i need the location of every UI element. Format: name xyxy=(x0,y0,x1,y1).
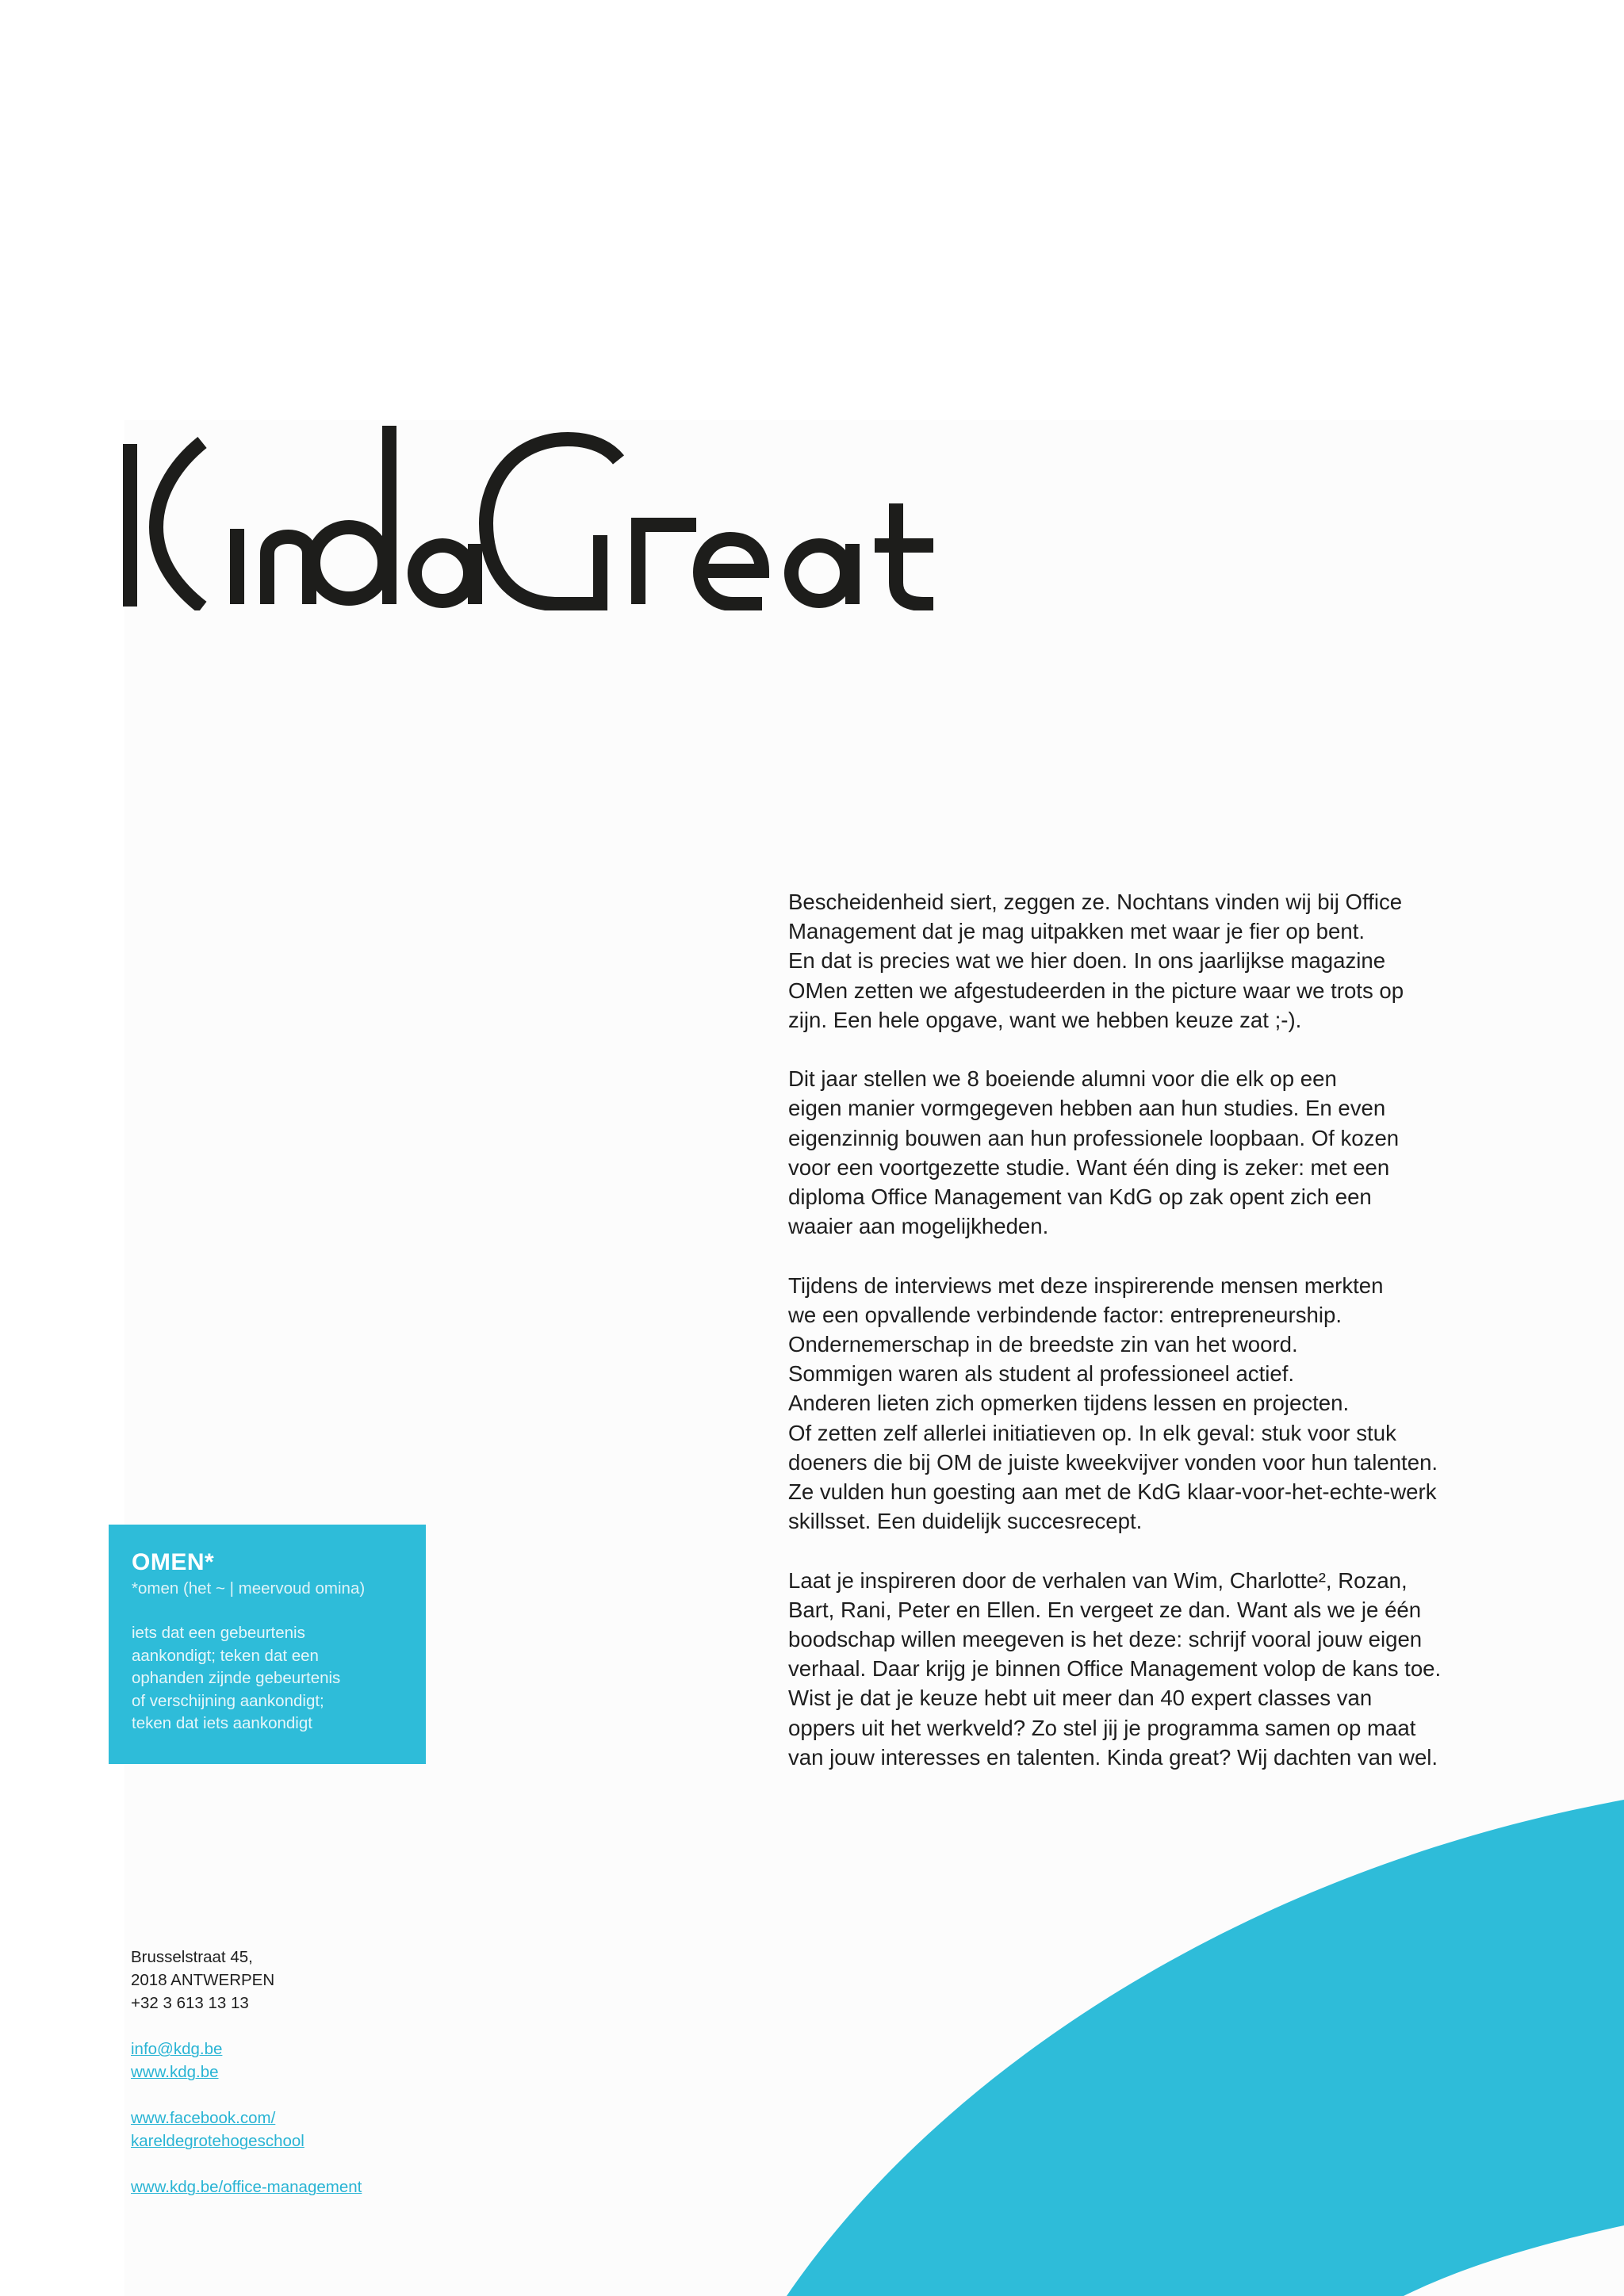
text-line: we een opvallende verbindende factor: entrepreneurship. xyxy=(788,1302,1342,1327)
address-block xyxy=(131,1946,464,2015)
text-line: Ondernemerschap in de breedste zin van het woord. xyxy=(788,1332,1298,1357)
text-line: Ze vulden hun goesting aan met de KdG klaar-voor-het-echte-werk xyxy=(788,1479,1437,1505)
intro-paragraph xyxy=(788,1271,1534,1536)
text-line: En dat is precies wat we hier doen. In ons jaarlijkse magazine xyxy=(788,948,1386,974)
logo-wordmark xyxy=(123,420,1043,610)
text-line: OMen zetten we afgestudeerden in the picture waar we trots op xyxy=(788,978,1404,1003)
address-city: 2018 ANTWERPEN xyxy=(131,1971,275,1989)
text-line: eigenzinnig bouwen aan hun professionele loopbaan. Of kozen xyxy=(788,1125,1400,1150)
omen-definition xyxy=(132,1622,404,1735)
intro-paragraph xyxy=(788,1064,1534,1241)
text-line: oppers uit het werkveld? Zo stel jij je programma samen op maat xyxy=(788,1715,1416,1740)
web-links-block xyxy=(131,2038,464,2084)
text-line: Bescheidenheid siert, zeggen ze. Nochtans vinden wij bij Office xyxy=(788,890,1403,914)
text-line: Management dat je mag uitpakken met waar je fier op bent. xyxy=(788,919,1365,944)
intro-paragraph xyxy=(788,1566,1534,1772)
text-line: boodschap willen meegeven is het deze: schrijf vooral jouw eigen xyxy=(788,1627,1423,1652)
intro-paragraph xyxy=(788,887,1534,1035)
omen-term: OMEN* xyxy=(132,1549,215,1575)
text-line: diploma Office Management van KdG op zak opent zich een xyxy=(788,1184,1372,1210)
text-line: zijn. Een hele opgave, want we hebben keuze zat ;-). xyxy=(788,1007,1302,1032)
text-line: skillsset. Een duidelijk succesrecept. xyxy=(788,1509,1143,1534)
phone-number: +32 3 613 13 13 xyxy=(131,1994,249,2012)
text-line: verhaal. Daar krijg je binnen Office Management volop de kans toe. xyxy=(788,1656,1442,1682)
definition-line: ophanden zijnde gebeurtenis xyxy=(132,1669,341,1687)
definition-line: teken dat iets aankondigt xyxy=(132,1714,312,1732)
text-line: Laat je inspireren door de verhalen van Wim, Charlotte², Rozan, xyxy=(788,1567,1408,1593)
office-management-link[interactable]: www.kdg.be/office-management xyxy=(131,2178,362,2196)
text-line: Of zetten zelf allerlei initiatieven op. In elk geval: stuk voor stuk xyxy=(788,1420,1396,1445)
definition-line: iets dat een gebeurtenis xyxy=(132,1624,305,1642)
text-line: Bart, Rani, Peter en Ellen. En vergeet ze dan. Want als we je één xyxy=(788,1597,1422,1622)
definition-line: of verschijning aankondigt; xyxy=(132,1691,324,1710)
facebook-link[interactable]: www.facebook.com/ xyxy=(131,2109,276,2127)
text-line: Dit jaar stellen we 8 boeiende alumni voor die elk op een xyxy=(788,1066,1337,1092)
text-line: Sommigen waren als student al professioneel actief. xyxy=(788,1361,1295,1387)
text-line: waaier aan mogelijkheden. xyxy=(788,1214,1049,1239)
facebook-link-continued[interactable]: kareldegrotehogeschool xyxy=(131,2132,304,2150)
kinda-great-logo xyxy=(123,420,1043,610)
program-block xyxy=(131,2175,464,2198)
text-line: doeners die bij OM de juiste kweekvijver vonden voor hun talenten. xyxy=(788,1449,1438,1475)
text-line: eigen manier vormgegeven hebben aan hun studies. En even xyxy=(788,1096,1386,1121)
address-street: Brusselstraat 45, xyxy=(131,1948,253,1966)
text-line: Anderen lieten zich opmerken tijdens lessen en projecten. xyxy=(788,1391,1350,1416)
omen-subtitle: *omen (het ~ | meervoud omina) xyxy=(132,1579,366,1598)
text-line: van jouw interesses en talenten. Kinda great? Wij dachten van wel. xyxy=(788,1744,1438,1770)
text-line: voor een voortgezette studie. Want één ding is zeker: met een xyxy=(788,1154,1390,1180)
facebook-block xyxy=(131,2107,464,2152)
text-line: Tijdens de interviews met deze inspirerende mensen merkten xyxy=(788,1272,1384,1298)
intro-text xyxy=(788,887,1534,1801)
email-link[interactable]: info@kdg.be xyxy=(131,2040,223,2058)
omen-definition-box xyxy=(109,1525,426,1764)
website-link[interactable]: www.kdg.be xyxy=(131,2063,219,2081)
text-line: Wist je dat je keuze hebt uit meer dan 40 expert classes van xyxy=(788,1686,1373,1711)
contact-info xyxy=(131,1946,464,2221)
definition-line: aankondigt; teken dat een xyxy=(132,1646,319,1665)
